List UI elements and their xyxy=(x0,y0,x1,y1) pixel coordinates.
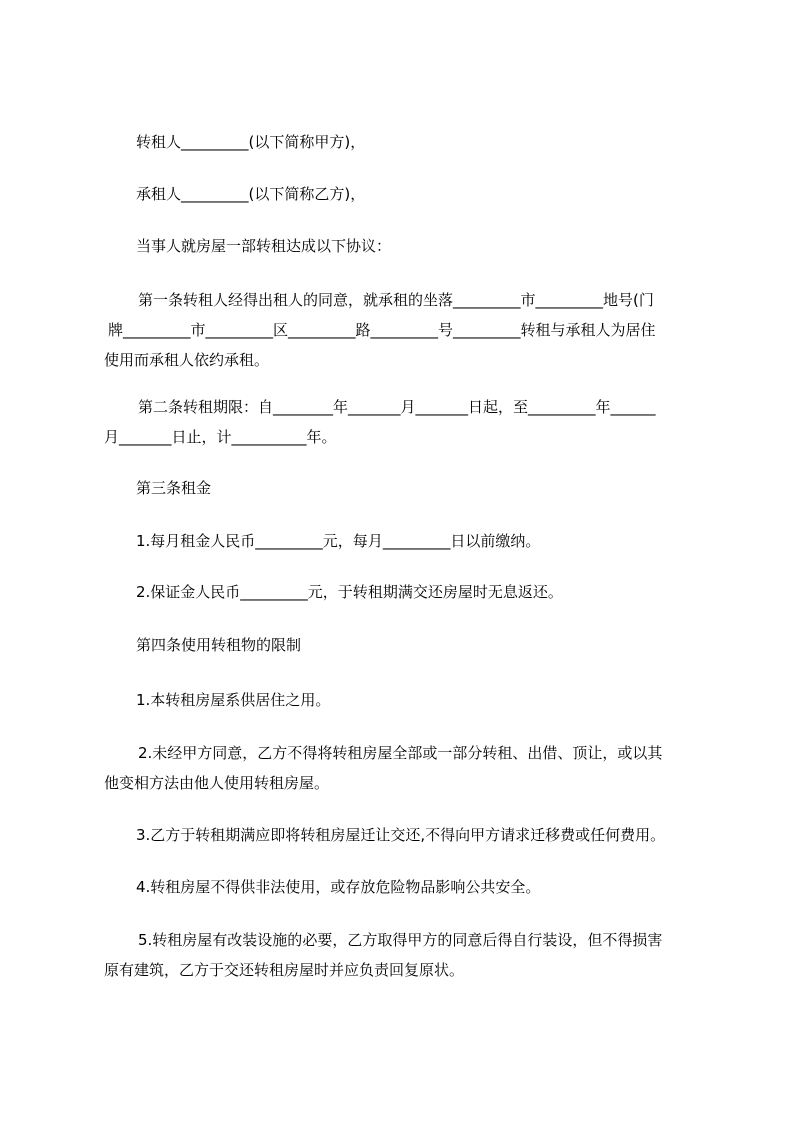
paragraph-residential-use xyxy=(104,685,734,715)
paragraph-no-sublet xyxy=(104,738,702,798)
text-line: 2.保证金人民币_________元，于转租期满交还房屋时无息返还。 xyxy=(136,583,563,601)
text-line: 原有建筑，乙方于交还转租房屋时并应负责回复原状。 xyxy=(104,961,465,979)
text-line: 第二条转租期限：自________年_______月_______日起，至_________年______ xyxy=(138,398,656,416)
text-line: 第四条使用转租物的限制 xyxy=(136,636,302,654)
text-line: 承租人_________(以下简称乙方)， xyxy=(136,185,366,203)
text-line: 2.未经甲方同意，乙方不得将转租房屋全部或一部分转租、出借、顶让，或以其 xyxy=(138,744,663,762)
paragraph-article-2 xyxy=(104,392,702,452)
paragraph-rent-monthly xyxy=(104,526,734,556)
text-line: 使用而承租人依约承租。 xyxy=(104,351,270,369)
text-line: 4.转租房屋不得供非法使用，或存放危险物品影响公共安全。 xyxy=(136,878,541,896)
paragraph-modification xyxy=(104,925,702,985)
text-line: 他变相方法由他人使用转租房屋。 xyxy=(104,774,330,792)
text-line: 1.本转租房屋系供居住之用。 xyxy=(136,691,331,709)
text-line: 牌_________市_________区_________路_________号_________转租与承租人为居住 xyxy=(108,321,656,339)
text-line: 5.转租房屋有改装设施的必要，乙方取得甲方的同意后得自行装设，但不得损害 xyxy=(138,931,663,949)
paragraph-deposit xyxy=(104,577,734,607)
paragraph-article-1 xyxy=(104,285,702,375)
text-line: 1.每月租金人民币_________元，每月_________日以前缴纳。 xyxy=(136,532,541,550)
paragraph-no-illegal-use xyxy=(104,872,734,902)
paragraph-agreement-intro xyxy=(104,231,734,261)
text-line: 当事人就房屋一部转租达成以下协议： xyxy=(136,237,392,255)
paragraph-article-3-heading xyxy=(104,473,734,503)
text-line: 3.乙方于转租期满应即将转租房屋迁让交还,不得向甲方请求迁移费或任何费用。 xyxy=(136,826,666,844)
text-line: 第三条租金 xyxy=(136,479,212,497)
paragraph-lessee xyxy=(104,179,734,209)
paragraph-sublessor xyxy=(104,127,734,157)
text-line: 第一条转租人经得出租人的同意，就承租的坐落_________市_________地号(门 xyxy=(138,291,654,309)
text-line: 转租人_________(以下简称甲方)， xyxy=(136,133,366,151)
paragraph-vacate xyxy=(104,820,734,850)
paragraph-article-4-heading xyxy=(104,630,734,660)
text-line: 月_______日止，计__________年。 xyxy=(104,428,337,446)
